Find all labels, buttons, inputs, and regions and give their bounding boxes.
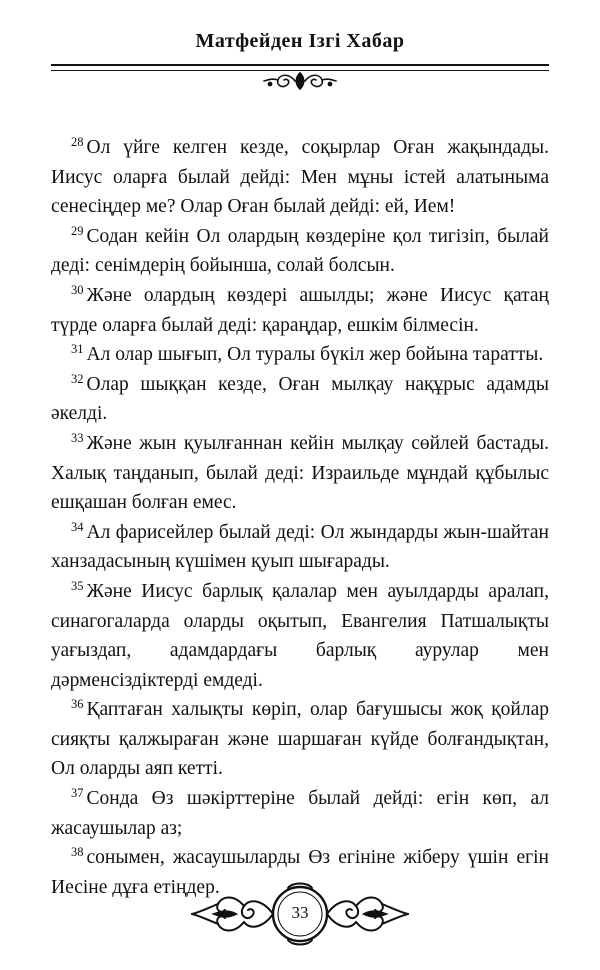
verse-text: Және жын қуылғаннан кейін мылқау сөйлей бастады. Халық таңданып, былай деді: Израильде мұндай құбылыс ешқашан болған емес. xyxy=(51,432,549,514)
verse-37 xyxy=(51,784,549,843)
verse-30 xyxy=(51,281,549,340)
verse-text: сонымен, жасаушыларды Өз егініне жіберу үшін егін Иесіне дұға етіңдер. xyxy=(51,847,549,898)
verse-31 xyxy=(51,340,549,370)
verse-text: Және олардың көздері ашылды; және Иисус қатаң түрде оларға былай деді: қараңдар, ешкім білмесін. xyxy=(51,284,549,336)
verse-number: 28 xyxy=(71,135,84,149)
verse-35 xyxy=(51,577,549,695)
verse-number: 36 xyxy=(71,697,84,712)
verse-28 xyxy=(51,133,549,222)
verse-32 xyxy=(51,370,549,429)
verse-number: 38 xyxy=(71,845,84,860)
page-number: 33 xyxy=(291,903,309,922)
verse-text: Және Иисус барлық қалалар мен ауылдарды аралап, синагогаларда оларды оқытып, Евангелия Патшалықты уағыздап, адамдардағы барлық аурулар мен дәрменсіздіктерді емдеді. xyxy=(51,580,549,691)
verse-33 xyxy=(51,429,549,518)
verse-number: 30 xyxy=(71,282,84,297)
verse-text: Сонда Өз шәкірттеріне былай дейді: егін көп, ал жасаушылар аз; xyxy=(51,788,549,839)
scripture-text xyxy=(51,133,549,902)
verse-number: 33 xyxy=(71,430,84,445)
verse-text: Ал фарисейлер былай деді: Ол жындарды жын-шайтан ханзадасының күшімен қуып шығарады. xyxy=(51,521,549,573)
header-rule-thick xyxy=(51,64,549,66)
verse-text: Ал олар шығып, Ол туралы бүкіл жер бойына таратты. xyxy=(86,344,544,366)
verse-text: Олар шыққан кезде, Оған мылқау нақұрыс адамды әкелді. xyxy=(51,373,549,425)
verse-number: 31 xyxy=(71,342,84,357)
verse-number: 34 xyxy=(71,519,84,534)
verse-29 xyxy=(51,222,549,281)
running-head-title: Матфейден Ізгі Хабар xyxy=(195,30,405,52)
verse-number: 29 xyxy=(71,223,84,238)
verse-number: 32 xyxy=(71,371,84,386)
verse-text: Ол үйге келген кезде, соқырлар Оған жақындады. Иисус оларға былай дейді: Мен мұны істей алатыныма сенесіңдер ме? Олар Оған былай дейді: ей, Ием! xyxy=(51,137,549,218)
verse-text: Қаптаған халықты көріп, олар бағушысы жоқ қойлар сияқты қалжыраған және шаршаған күйде болғандықтан, Ол оларды аяп кетті. xyxy=(51,699,549,780)
verse-34 xyxy=(51,518,549,577)
verse-36 xyxy=(51,695,549,784)
header-ornament-icon xyxy=(262,70,338,92)
verse-text: Содан кейін Ол олардың көздеріне қол тигізіп, былай деді: сенімдерің бойынша, солай болсын. xyxy=(51,225,549,277)
verse-number: 37 xyxy=(71,786,84,801)
verse-number: 35 xyxy=(71,578,84,593)
